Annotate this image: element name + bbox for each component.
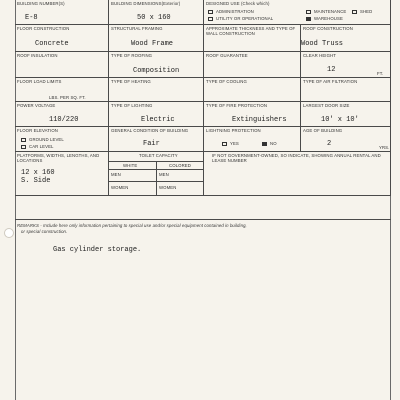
largest-door-cell — [301, 102, 391, 127]
fire-protection-cell — [204, 102, 301, 127]
ground-level-label: GROUND LEVEL — [29, 137, 64, 142]
car-level-checkbox[interactable] — [21, 145, 26, 149]
roof-guarantee-cell — [204, 52, 301, 78]
roof-construction-value: Wood Truss — [301, 40, 344, 48]
general-condition-value: Fair — [143, 140, 160, 148]
general-condition-label: GENERAL CONDITION OF BUILDING — [111, 128, 189, 133]
roof-guarantee-label: ROOF GUARANTEE — [206, 53, 248, 58]
administration-checkbox[interactable] — [208, 10, 213, 14]
utility-operational-label: UTILITY OR OPERATIONAL — [216, 16, 274, 21]
lightning-no-label: NO — [270, 141, 277, 146]
roof-construction-cell — [301, 25, 391, 52]
toilet-row-women — [109, 182, 204, 196]
platforms-line-1: 12 x 160 — [21, 169, 55, 177]
air-filtration-label: TYPE OF AIR FILTRATION — [303, 79, 358, 84]
toilet-col-white: WHITE — [123, 163, 138, 168]
remarks-text: Gas cylinder storage. — [53, 246, 142, 254]
toilet-capacity-label: TOILET CAPACITY — [139, 153, 178, 158]
shed-label: SHED — [360, 9, 373, 14]
type-of-heating-label: TYPE OF HEATING — [111, 79, 151, 84]
wall-construction-label: APPROXIMATE THICKNESS AND TYPE OF WALL CONSTRUCTION — [206, 26, 296, 36]
type-of-roofing-cell — [109, 52, 204, 78]
type-of-lighting-value: Electric — [141, 116, 175, 124]
floor-load-limits-unit: LBS. PER SQ. FT. — [49, 95, 86, 100]
floor-construction-cell — [15, 25, 109, 52]
largest-door-value: 10' x 10' — [321, 116, 359, 124]
toilet-colored-men: MEN — [159, 172, 169, 177]
type-of-lighting-label: TYPE OF LIGHTING — [111, 103, 153, 108]
floor-load-limits-cell — [15, 78, 109, 102]
lightning-yes-label: YES — [230, 141, 239, 146]
warehouse-label: WAREHOUSE — [314, 16, 343, 21]
platforms-line-2: S. Side — [21, 177, 51, 185]
platforms-label: PLATFORMS, WIDTHS, LENGTHS, AND LOCATIONS — [17, 153, 100, 163]
type-of-roofing-value: Composition — [133, 67, 180, 75]
warehouse-checkbox[interactable] — [306, 17, 311, 21]
age-of-building-unit: YRS. — [379, 145, 390, 150]
largest-door-label: LARGEST DOOR SIZE — [303, 103, 350, 108]
type-of-cooling-cell — [204, 78, 301, 102]
building-data-grid — [15, 0, 391, 228]
ownership-label: IF NOT GOVERNMENT-OWNED, SO INDICATE, SHOWING ANNUAL RENTAL AND LEASE NUMBER — [212, 153, 381, 163]
floor-construction-value: Concrete — [35, 40, 69, 48]
roof-construction-label: ROOF CONSTRUCTION — [303, 26, 353, 31]
type-of-lighting-cell — [109, 102, 204, 127]
ownership-cell — [204, 152, 391, 196]
floor-elevation-cell — [15, 127, 109, 152]
utility-operational-checkbox[interactable] — [208, 17, 213, 21]
type-of-heating-cell — [109, 78, 204, 102]
building-number-label: BUILDING NUMBER(S) — [17, 1, 65, 6]
maintenance-checkbox[interactable] — [306, 10, 311, 14]
building-dimensions-label: BUILDING DIMENSIONS(Exterior) — [111, 1, 181, 6]
building-number-value: E-8 — [25, 14, 38, 22]
designed-use-label: DESIGNED USE (Check which) — [206, 1, 270, 6]
lightning-yes-checkbox[interactable] — [222, 142, 227, 146]
power-voltage-label: POWER VOLTAGE — [17, 103, 56, 108]
floor-construction-label: FLOOR CONSTRUCTION — [17, 26, 70, 31]
floor-load-limits-label: FLOOR LOAD LIMITS — [17, 79, 62, 84]
toilet-white-men: MEN — [111, 172, 121, 177]
roof-insulation-cell — [15, 52, 109, 78]
remarks-label-1: REMARKS - Include here only information pertaining to special use and/or special equipment contained in building, — [17, 223, 247, 228]
type-of-roofing-label: TYPE OF ROOFING — [111, 53, 153, 58]
fire-protection-value: Extinguishers — [232, 116, 287, 124]
car-level-label: CAR LEVEL — [29, 144, 54, 149]
structural-framing-value: Wood Frame — [131, 40, 174, 48]
toilet-white-women: WOMEN — [111, 185, 129, 190]
toilet-row-men — [109, 170, 204, 182]
lightning-no-checkbox[interactable] — [262, 142, 267, 146]
clear-height-unit: FT. — [377, 71, 384, 76]
ground-level-checkbox[interactable] — [21, 138, 26, 142]
punch-hole — [4, 228, 14, 238]
type-of-cooling-label: TYPE OF COOLING — [206, 79, 247, 84]
designed-use-cell — [204, 0, 391, 25]
building-number-cell — [15, 0, 109, 25]
clear-height-label: CLEAR HEIGHT — [303, 53, 336, 58]
age-of-building-value: 2 — [327, 140, 332, 148]
air-filtration-cell — [301, 78, 391, 102]
structural-framing-label: STRUCTURAL FRAMING — [111, 26, 163, 31]
roof-insulation-label: ROOF INSULATION — [17, 53, 58, 58]
clear-height-value: 12 — [327, 66, 336, 74]
age-of-building-label: AGE OF BUILDING — [303, 128, 343, 133]
power-voltage-value: 110/220 — [49, 116, 79, 124]
toilet-col-colored: COLORED — [169, 163, 191, 168]
fire-protection-label: TYPE OF FIRE PROTECTION — [206, 103, 268, 108]
maintenance-label: MAINTENANCE — [314, 9, 347, 14]
power-voltage-cell — [15, 102, 109, 127]
toilet-capacity-cell — [109, 152, 204, 196]
platforms-cell — [15, 152, 109, 196]
remarks-section — [15, 219, 391, 400]
clear-height-cell — [301, 52, 391, 78]
lightning-protection-cell — [204, 127, 301, 152]
remarks-label-2: or special construction. — [21, 229, 68, 234]
building-dimensions-value: 50 x 160 — [137, 14, 171, 22]
toilet-colored-women: WOMEN — [159, 185, 177, 190]
general-condition-cell — [109, 127, 204, 152]
age-of-building-cell — [301, 127, 391, 152]
lightning-protection-label: LIGHTNING PROTECTION — [206, 128, 261, 133]
administration-label: ADMINISTRATION — [216, 9, 254, 14]
shed-checkbox[interactable] — [352, 10, 357, 14]
wall-construction-cell — [204, 25, 301, 52]
structural-framing-cell — [109, 25, 204, 52]
floor-elevation-label: FLOOR ELEVATION — [17, 128, 58, 133]
building-dimensions-cell — [109, 0, 204, 25]
